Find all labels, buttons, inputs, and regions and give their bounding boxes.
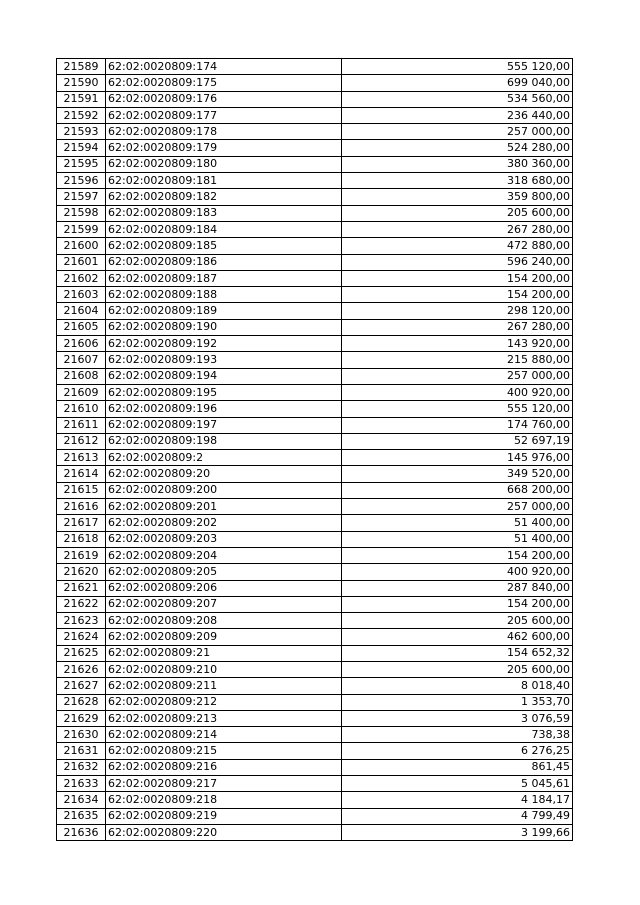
row-number-cell: 21597 xyxy=(57,189,106,205)
row-number-cell: 21622 xyxy=(57,596,106,612)
row-number-cell: 21595 xyxy=(57,156,106,172)
cadastral-number-cell: 62:02:0020809:207 xyxy=(106,596,342,612)
cadastral-value-table xyxy=(56,58,573,841)
cadastral-value-cell: 267 280,00 xyxy=(342,221,573,237)
cadastral-value-cell: 359 800,00 xyxy=(342,189,573,205)
row-number-cell: 21591 xyxy=(57,91,106,107)
table-row xyxy=(57,287,573,303)
cadastral-value-cell: 51 400,00 xyxy=(342,531,573,547)
cadastral-number-cell: 62:02:0020809:2 xyxy=(106,450,342,466)
cadastral-number-cell: 62:02:0020809:220 xyxy=(106,824,342,840)
cadastral-value-cell: 236 440,00 xyxy=(342,107,573,123)
cadastral-number-cell: 62:02:0020809:190 xyxy=(106,319,342,335)
table-row xyxy=(57,319,573,335)
cadastral-number-cell: 62:02:0020809:210 xyxy=(106,661,342,677)
cadastral-value-cell: 4 799,49 xyxy=(342,808,573,824)
cadastral-number-cell: 62:02:0020809:216 xyxy=(106,759,342,775)
cadastral-number-cell: 62:02:0020809:176 xyxy=(106,91,342,107)
cadastral-value-cell: 205 600,00 xyxy=(342,661,573,677)
table-row xyxy=(57,743,573,759)
table-row xyxy=(57,205,573,221)
table-row xyxy=(57,156,573,172)
row-number-cell: 21600 xyxy=(57,238,106,254)
table-row xyxy=(57,238,573,254)
table-row xyxy=(57,59,573,75)
row-number-cell: 21589 xyxy=(57,59,106,75)
cadastral-value-cell: 596 240,00 xyxy=(342,254,573,270)
cadastral-number-cell: 62:02:0020809:219 xyxy=(106,808,342,824)
table-row xyxy=(57,776,573,792)
table-row xyxy=(57,824,573,840)
table-body xyxy=(57,59,573,841)
cadastral-value-cell: 8 018,40 xyxy=(342,678,573,694)
cadastral-number-cell: 62:02:0020809:217 xyxy=(106,776,342,792)
table-row xyxy=(57,466,573,482)
row-number-cell: 21608 xyxy=(57,368,106,384)
row-number-cell: 21634 xyxy=(57,792,106,808)
cadastral-value-cell: 143 920,00 xyxy=(342,336,573,352)
cadastral-value-cell: 267 280,00 xyxy=(342,319,573,335)
row-number-cell: 21635 xyxy=(57,808,106,824)
table-row xyxy=(57,221,573,237)
cadastral-value-cell: 287 840,00 xyxy=(342,580,573,596)
cadastral-number-cell: 62:02:0020809:214 xyxy=(106,727,342,743)
table-row xyxy=(57,547,573,563)
cadastral-number-cell: 62:02:0020809:200 xyxy=(106,482,342,498)
row-number-cell: 21618 xyxy=(57,531,106,547)
cadastral-number-cell: 62:02:0020809:195 xyxy=(106,384,342,400)
cadastral-value-cell: 154 200,00 xyxy=(342,287,573,303)
cadastral-value-cell: 349 520,00 xyxy=(342,466,573,482)
cadastral-number-cell: 62:02:0020809:208 xyxy=(106,613,342,629)
cadastral-number-cell: 62:02:0020809:218 xyxy=(106,792,342,808)
row-number-cell: 21632 xyxy=(57,759,106,775)
row-number-cell: 21590 xyxy=(57,75,106,91)
table-row xyxy=(57,368,573,384)
cadastral-number-cell: 62:02:0020809:178 xyxy=(106,124,342,140)
row-number-cell: 21621 xyxy=(57,580,106,596)
cadastral-number-cell: 62:02:0020809:177 xyxy=(106,107,342,123)
table-row xyxy=(57,352,573,368)
row-number-cell: 21623 xyxy=(57,613,106,629)
cadastral-number-cell: 62:02:0020809:184 xyxy=(106,221,342,237)
cadastral-value-cell: 555 120,00 xyxy=(342,401,573,417)
cadastral-number-cell: 62:02:0020809:181 xyxy=(106,173,342,189)
row-number-cell: 21609 xyxy=(57,384,106,400)
table-row xyxy=(57,450,573,466)
row-number-cell: 21594 xyxy=(57,140,106,156)
table-row xyxy=(57,417,573,433)
cadastral-value-cell: 154 200,00 xyxy=(342,547,573,563)
table-row xyxy=(57,303,573,319)
cadastral-value-cell: 472 880,00 xyxy=(342,238,573,254)
row-number-cell: 21607 xyxy=(57,352,106,368)
cadastral-number-cell: 62:02:0020809:204 xyxy=(106,547,342,563)
table-row xyxy=(57,384,573,400)
row-number-cell: 21627 xyxy=(57,678,106,694)
table-row xyxy=(57,499,573,515)
row-number-cell: 21604 xyxy=(57,303,106,319)
table-row xyxy=(57,629,573,645)
cadastral-value-cell: 699 040,00 xyxy=(342,75,573,91)
row-number-cell: 21625 xyxy=(57,645,106,661)
row-number-cell: 21611 xyxy=(57,417,106,433)
table-row xyxy=(57,270,573,286)
cadastral-value-cell: 668 200,00 xyxy=(342,482,573,498)
table-row xyxy=(57,727,573,743)
cadastral-number-cell: 62:02:0020809:194 xyxy=(106,368,342,384)
cadastral-number-cell: 62:02:0020809:186 xyxy=(106,254,342,270)
table-row xyxy=(57,759,573,775)
table-row xyxy=(57,678,573,694)
cadastral-value-cell: 555 120,00 xyxy=(342,59,573,75)
cadastral-value-cell: 257 000,00 xyxy=(342,499,573,515)
cadastral-number-cell: 62:02:0020809:193 xyxy=(106,352,342,368)
table-row xyxy=(57,254,573,270)
cadastral-value-cell: 298 120,00 xyxy=(342,303,573,319)
cadastral-number-cell: 62:02:0020809:197 xyxy=(106,417,342,433)
table-row xyxy=(57,140,573,156)
cadastral-value-cell: 1 353,70 xyxy=(342,694,573,710)
cadastral-value-cell: 318 680,00 xyxy=(342,173,573,189)
cadastral-value-cell: 462 600,00 xyxy=(342,629,573,645)
table-row xyxy=(57,173,573,189)
table-row xyxy=(57,515,573,531)
row-number-cell: 21592 xyxy=(57,107,106,123)
cadastral-value-cell: 861,45 xyxy=(342,759,573,775)
cadastral-number-cell: 62:02:0020809:212 xyxy=(106,694,342,710)
cadastral-number-cell: 62:02:0020809:206 xyxy=(106,580,342,596)
cadastral-value-cell: 524 280,00 xyxy=(342,140,573,156)
cadastral-number-cell: 62:02:0020809:180 xyxy=(106,156,342,172)
cadastral-value-cell: 257 000,00 xyxy=(342,124,573,140)
cadastral-number-cell: 62:02:0020809:198 xyxy=(106,433,342,449)
cadastral-number-cell: 62:02:0020809:211 xyxy=(106,678,342,694)
table-row xyxy=(57,531,573,547)
table-row xyxy=(57,401,573,417)
table-row xyxy=(57,433,573,449)
row-number-cell: 21601 xyxy=(57,254,106,270)
cadastral-value-cell: 205 600,00 xyxy=(342,205,573,221)
row-number-cell: 21613 xyxy=(57,450,106,466)
table-row xyxy=(57,580,573,596)
row-number-cell: 21602 xyxy=(57,270,106,286)
cadastral-value-cell: 215 880,00 xyxy=(342,352,573,368)
row-number-cell: 21630 xyxy=(57,727,106,743)
row-number-cell: 21636 xyxy=(57,824,106,840)
cadastral-value-cell: 51 400,00 xyxy=(342,515,573,531)
cadastral-number-cell: 62:02:0020809:183 xyxy=(106,205,342,221)
row-number-cell: 21615 xyxy=(57,482,106,498)
cadastral-number-cell: 62:02:0020809:189 xyxy=(106,303,342,319)
cadastral-value-cell: 154 200,00 xyxy=(342,270,573,286)
cadastral-value-cell: 145 976,00 xyxy=(342,450,573,466)
cadastral-number-cell: 62:02:0020809:175 xyxy=(106,75,342,91)
row-number-cell: 21633 xyxy=(57,776,106,792)
row-number-cell: 21612 xyxy=(57,433,106,449)
row-number-cell: 21614 xyxy=(57,466,106,482)
row-number-cell: 21616 xyxy=(57,499,106,515)
table-row xyxy=(57,75,573,91)
row-number-cell: 21605 xyxy=(57,319,106,335)
cadastral-number-cell: 62:02:0020809:213 xyxy=(106,710,342,726)
cadastral-number-cell: 62:02:0020809:187 xyxy=(106,270,342,286)
cadastral-value-cell: 154 200,00 xyxy=(342,596,573,612)
cadastral-value-cell: 3 199,66 xyxy=(342,824,573,840)
cadastral-value-cell: 400 920,00 xyxy=(342,564,573,580)
row-number-cell: 21629 xyxy=(57,710,106,726)
row-number-cell: 21620 xyxy=(57,564,106,580)
row-number-cell: 21626 xyxy=(57,661,106,677)
table-row xyxy=(57,710,573,726)
table-row xyxy=(57,91,573,107)
cadastral-value-cell: 257 000,00 xyxy=(342,368,573,384)
cadastral-number-cell: 62:02:0020809:185 xyxy=(106,238,342,254)
row-number-cell: 21628 xyxy=(57,694,106,710)
cadastral-number-cell: 62:02:0020809:20 xyxy=(106,466,342,482)
cadastral-number-cell: 62:02:0020809:205 xyxy=(106,564,342,580)
table-row xyxy=(57,661,573,677)
row-number-cell: 21593 xyxy=(57,124,106,140)
cadastral-value-cell: 534 560,00 xyxy=(342,91,573,107)
cadastral-number-cell: 62:02:0020809:209 xyxy=(106,629,342,645)
cadastral-value-cell: 5 045,61 xyxy=(342,776,573,792)
cadastral-value-cell: 4 184,17 xyxy=(342,792,573,808)
row-number-cell: 21606 xyxy=(57,336,106,352)
row-number-cell: 21624 xyxy=(57,629,106,645)
table-row xyxy=(57,596,573,612)
table-row xyxy=(57,694,573,710)
row-number-cell: 21631 xyxy=(57,743,106,759)
cadastral-number-cell: 62:02:0020809:215 xyxy=(106,743,342,759)
table-row xyxy=(57,124,573,140)
cadastral-number-cell: 62:02:0020809:202 xyxy=(106,515,342,531)
table-row xyxy=(57,336,573,352)
row-number-cell: 21603 xyxy=(57,287,106,303)
cadastral-number-cell: 62:02:0020809:182 xyxy=(106,189,342,205)
row-number-cell: 21619 xyxy=(57,547,106,563)
table-row xyxy=(57,645,573,661)
row-number-cell: 21617 xyxy=(57,515,106,531)
cadastral-value-cell: 3 076,59 xyxy=(342,710,573,726)
cadastral-number-cell: 62:02:0020809:201 xyxy=(106,499,342,515)
table-row xyxy=(57,613,573,629)
cadastral-value-cell: 174 760,00 xyxy=(342,417,573,433)
row-number-cell: 21596 xyxy=(57,173,106,189)
table-row xyxy=(57,564,573,580)
cadastral-value-cell: 380 360,00 xyxy=(342,156,573,172)
cadastral-value-cell: 52 697,19 xyxy=(342,433,573,449)
cadastral-number-cell: 62:02:0020809:192 xyxy=(106,336,342,352)
cadastral-number-cell: 62:02:0020809:188 xyxy=(106,287,342,303)
table-row xyxy=(57,808,573,824)
table-row xyxy=(57,189,573,205)
cadastral-number-cell: 62:02:0020809:196 xyxy=(106,401,342,417)
cadastral-number-cell: 62:02:0020809:203 xyxy=(106,531,342,547)
cadastral-value-cell: 6 276,25 xyxy=(342,743,573,759)
cadastral-number-cell: 62:02:0020809:174 xyxy=(106,59,342,75)
row-number-cell: 21599 xyxy=(57,221,106,237)
table-row xyxy=(57,792,573,808)
cadastral-value-cell: 400 920,00 xyxy=(342,384,573,400)
table-row xyxy=(57,107,573,123)
row-number-cell: 21610 xyxy=(57,401,106,417)
table-row xyxy=(57,482,573,498)
cadastral-number-cell: 62:02:0020809:179 xyxy=(106,140,342,156)
cadastral-value-cell: 738,38 xyxy=(342,727,573,743)
row-number-cell: 21598 xyxy=(57,205,106,221)
cadastral-number-cell: 62:02:0020809:21 xyxy=(106,645,342,661)
cadastral-value-cell: 205 600,00 xyxy=(342,613,573,629)
cadastral-value-cell: 154 652,32 xyxy=(342,645,573,661)
